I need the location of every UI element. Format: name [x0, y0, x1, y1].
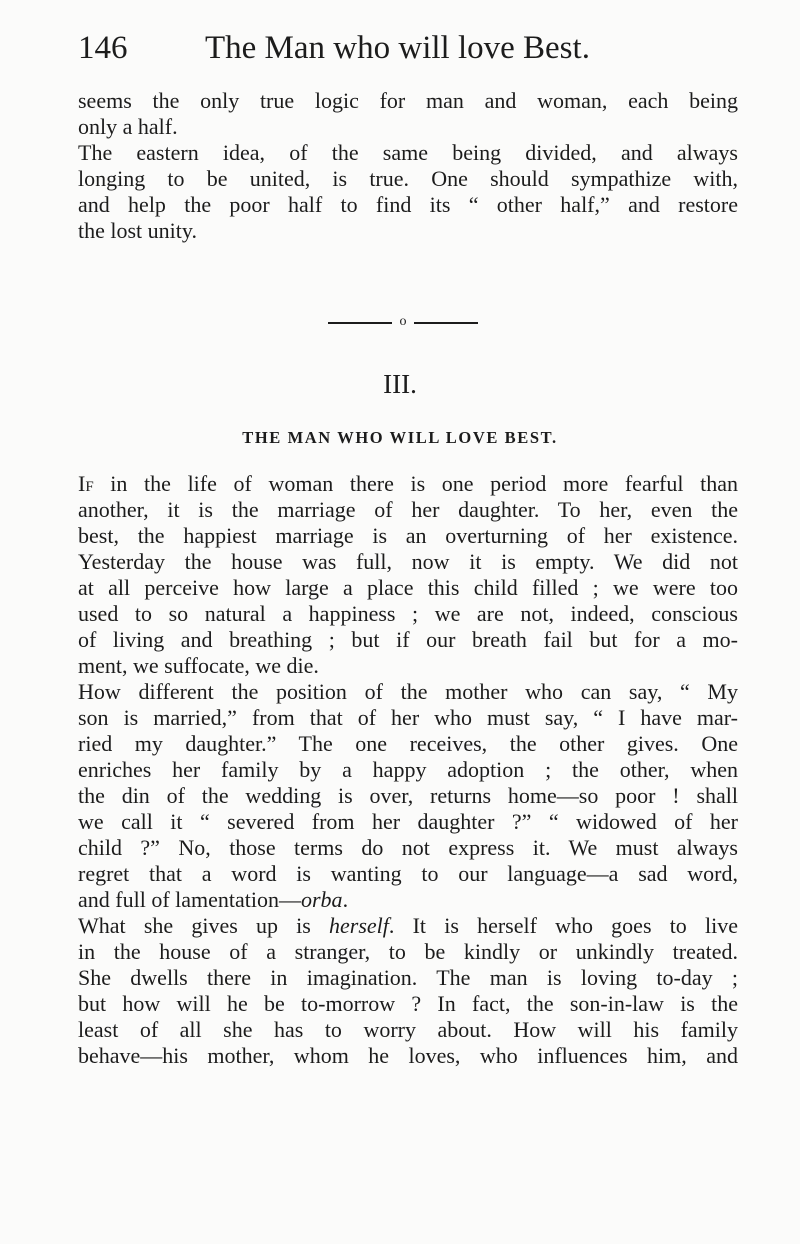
italic-word-orba: orba: [301, 887, 343, 912]
line-start: What she gives up is: [78, 913, 330, 938]
text-line: the din of the wedding is over, returns home—so poor ! shall: [78, 783, 738, 808]
text-line: we call it “ severed from her daughter ?” “ widowed of her: [78, 809, 738, 834]
line-start: and full of lamentation—: [78, 887, 301, 912]
text-line: How different the position of the mother who can say, “ My: [78, 679, 738, 704]
text-line: The eastern idea, of the same being divided, and always: [78, 140, 738, 165]
text-line: in the house of a stranger, to be kindly or unkindly treated.: [78, 939, 738, 964]
text-line: ment, we suffocate, we die.: [78, 653, 319, 678]
running-title: The Man who will love Best.: [205, 30, 590, 66]
body-text: [78, 471, 738, 1069]
section-divider: [328, 309, 478, 335]
page-header: [78, 22, 738, 74]
text-line: but how will he be to-morrow ? In fact, the son-in-law is the: [78, 991, 738, 1016]
text-line: at all perceive how large a place this child filled ; we were too: [78, 575, 738, 600]
section-number: III.: [383, 369, 417, 399]
text-line: best, the happiest marriage is an overturning of her existence.: [78, 523, 738, 548]
top-paragraph: [78, 88, 738, 244]
text-line: enriches her family by a happy adoption ; the other, when: [78, 757, 738, 782]
text-line: and help the poor half to find its “ other half,” and restore: [78, 192, 738, 217]
text-line: ried my daughter.” The one receives, the other gives. One: [78, 731, 738, 756]
text-line: regret that a word is wanting to our language—a sad word,: [78, 861, 738, 886]
divider-ornament: o: [399, 314, 407, 329]
text-line: [78, 471, 738, 497]
text-line: another, it is the marriage of her daughter. To her, even the: [78, 497, 738, 522]
opening-word: If: [78, 471, 94, 496]
text-line: seems the only true logic for man and woman, each being: [78, 88, 738, 113]
section-title: THE MAN WHO WILL LOVE BEST.: [242, 428, 558, 447]
text-line: the lost unity.: [78, 218, 197, 243]
text-line: behave—his mother, whom he loves, who influences him, and: [78, 1043, 738, 1068]
text-line: son is married,” from that of her who must say, “ I have mar-: [78, 705, 738, 730]
text-line: Yesterday the house was full, now it is empty. We did not: [78, 549, 738, 574]
text-line: least of all she has to worry about. How will his family: [78, 1017, 738, 1042]
text-line: [78, 887, 738, 913]
text-line: longing to be united, is true. One should sympathize with,: [78, 166, 738, 191]
page-number: 146: [78, 30, 128, 66]
line-end: .: [342, 887, 349, 912]
line-rest: in the life of woman there is one period more fearful than: [93, 471, 738, 496]
divider-rule-right: [414, 322, 478, 324]
italic-word-herself: herself: [329, 913, 389, 938]
text-line: of living and breathing ; but if our breath fail but for a mo-: [78, 627, 738, 652]
text-line: [78, 913, 738, 939]
text-line: child ?” No, those terms do not express it. We must always: [78, 835, 738, 860]
line-end: . It is herself who goes to live: [388, 913, 738, 938]
text-line: used to so natural a happiness ; we are not, indeed, conscious: [78, 601, 738, 626]
text-line: only a half.: [78, 114, 178, 139]
divider-rule-left: [328, 322, 392, 324]
text-line: She dwells there in imagination. The man is loving to-day ;: [78, 965, 738, 990]
